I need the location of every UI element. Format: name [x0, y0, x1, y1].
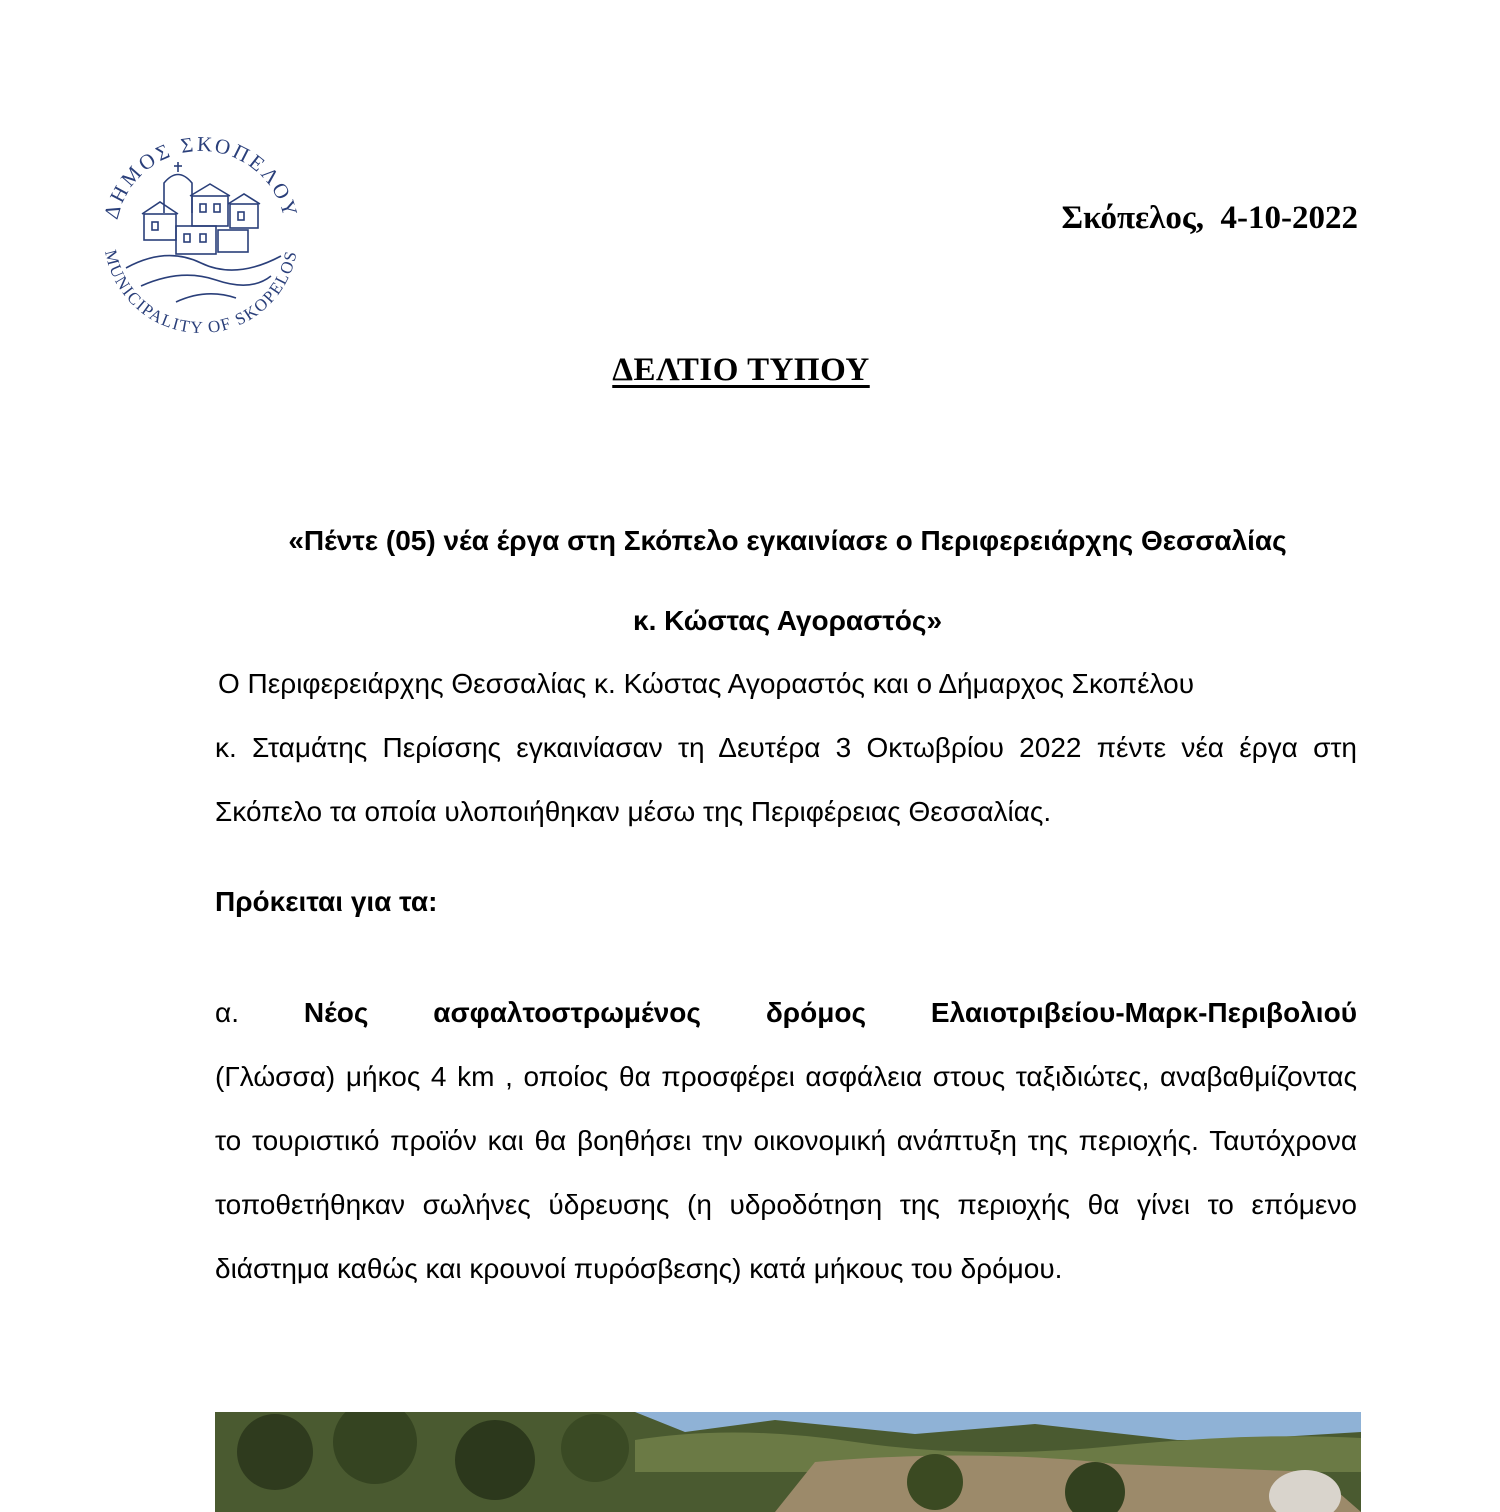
svg-text:ΔΗΜΟΣ ΣΚΟΠΕΛΟΥ	[99, 132, 303, 222]
intro-paragraph	[215, 652, 1357, 844]
seal-text-bottom: MUNICIPALITY OF SKOPELOS	[101, 247, 301, 338]
project-photo	[215, 1412, 1361, 1512]
projects-subheading: Πρόκειται για τα:	[215, 886, 438, 917]
intro-rest: κ. Σταμάτης Περίσσης εγκαινίασαν τη Δευτέρα 3 Οκτωβρίου 2022 πέντε νέα έργα στη Σκόπελο τα οποία υλοποιήθηκαν μέσω της Περιφέρειας Θεσσαλίας.	[215, 732, 1357, 827]
seal-text-top: ΔΗΜΟΣ ΣΚΟΠΕΛΟΥ	[98, 131, 304, 222]
intro-line-1: Ο Περιφερειάρχης Θεσσαλίας κ. Κώστας Αγοραστός και ο Δήμαρχος Σκοπέλου	[218, 668, 1195, 699]
document-date: Σκόπελος, 4-10-2022	[1061, 200, 1358, 236]
headline	[215, 501, 1360, 661]
project-item-a	[215, 981, 1357, 1301]
headline-line-1: «Πέντε (05) νέα έργα στη Σκόπελο εγκαινίασε ο Περιφερειάρχης Θεσσαλίας	[288, 525, 1287, 556]
project-item-a-body: (Γλώσσα) μήκος 4 km , οποίος θα προσφέρει ασφάλεια στους ταξιδιώτες, αναβαθμίζοντας το τουριστικό προϊόν και θα βοηθήσει την οικονομική ανάπτυξη της περιοχής. Ταυτόχρονα τοποθετήθηκαν σωλήνες ύδρευσης (η υδροδότηση της περιοχής θα γίνει το επόμενο διάστημα καθώς και κρουνοί πυρόσβεσης) κατά μήκους του δρόμου.	[215, 1061, 1357, 1284]
project-item-a-title: Νέος ασφαλτοστρωμένος δρόμος Ελαιοτριβείου-Μαρκ-Περιβολιού	[303, 997, 1357, 1028]
headline-line-2: κ. Κώστας Αγοραστός»	[632, 605, 943, 636]
municipality-seal-logo	[86, 118, 316, 343]
project-item-a-marker: α.	[215, 997, 239, 1028]
project-item-a-heading	[215, 981, 1357, 1045]
seal-town-drawing	[126, 162, 281, 302]
press-release-title: ΔΕΛΤΙΟ ΤΥΠΟΥ	[612, 352, 870, 388]
